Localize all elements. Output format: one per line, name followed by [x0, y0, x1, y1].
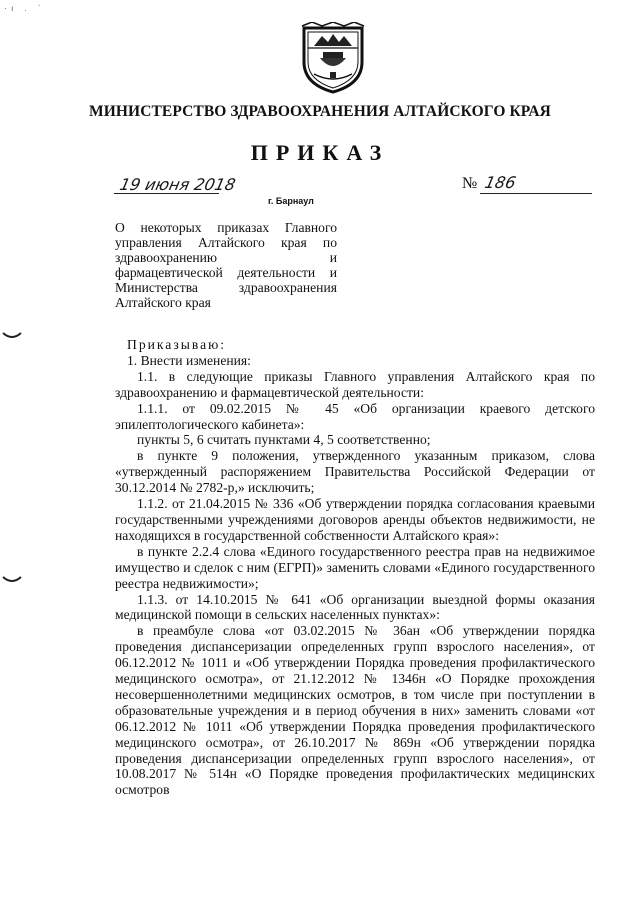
paragraph: пункты 5, 6 считать пунктами 4, 5 соответственно; — [137, 432, 431, 448]
order-subject: О некоторых приказах Главного управления Алтайского края по здравоохранению и фармацевтической деятельности и Министерства здравоохранения Алтайского края — [115, 220, 337, 310]
order-command: Приказываю: — [127, 337, 227, 352]
date-underline — [114, 193, 219, 194]
paragraph: 1.1.1. от 09.02.2015 № 45 «Об организации краевого детского эпилептологического кабинета»: — [115, 400, 595, 432]
paragraph: в преамбуле слова «от 03.02.2015 № 36ан «Об утверждении порядка проведения диспансеризации определенных групп взрослого населения», от 06.12.2012 № 1011 и «Об утверждении Порядка проведения профилактического медицинского осмотра», от 21.12.2012 № 1346н «О Порядке прохождения несовершеннолетними медицинских осмотров, в том числе при поступлении в образовательные учреждения и в период обучения в них» заменить словами «от 06.12.2012 № 1011 «Об утверждении Порядка проведения профилактического медицинского осмотра», от 26.10.2017 № 869н «Об утверждении порядка проведения диспансеризации определенных групп взрослого населения», от 10.08.2017 № 514н «О Порядке проведения профилактических медицинских осмотров — [115, 623, 595, 798]
punch-mark-icon — [0, 574, 24, 586]
city-label: г. Барнаул — [268, 196, 314, 206]
coat-of-arms-emblem — [300, 22, 366, 94]
punch-mark-icon — [0, 330, 24, 342]
paragraph: в пункте 9 положения, утвержденного указанным приказом, слова «утвержденный распоряжением Правительства Российской Федерации от 30.12.2014 № 2782-р,» исключить; — [115, 448, 595, 496]
number-underline — [480, 193, 592, 194]
paragraph: в пункте 2.2.4 слова «Единого государственного реестра прав на недвижимое имущество и сделок с ним (ЕГРП)» заменить словами «Единого государственного реестра недвижимости»; — [115, 543, 595, 591]
document-type-title: ПРИКАЗ — [250, 140, 390, 165]
number-label: № — [462, 175, 478, 192]
paragraph: 1.1. в следующие приказы Главного управления Алтайского края по здравоохранению и фармацевтической деятельности: — [115, 368, 595, 400]
paragraph: 1.1.3. от 14.10.2015 № 641 «Об организации выездной формы оказания медицинской помощи в сельских населенных пунктах»: — [115, 591, 595, 623]
handwritten-date: 19 июня 2018 — [117, 175, 238, 194]
handwritten-number: 186 — [482, 173, 518, 192]
paragraph: 1.1.2. от 21.04.2015 № 336 «Об утверждении порядка согласования краевыми государственными учреждениями договоров аренды объектов недвижимости, не находящихся в государственной собственности Алтайского края»: — [115, 496, 595, 543]
scan-speck: · ı . ˋ — [4, 4, 41, 13]
paragraph: 1. Внести изменения: — [127, 352, 251, 368]
ministry-title: МИНИСТЕРСТВО ЗДРАВООХРАНЕНИЯ АЛТАЙСКОГО КРАЯ — [89, 103, 551, 120]
order-body — [115, 337, 595, 798]
